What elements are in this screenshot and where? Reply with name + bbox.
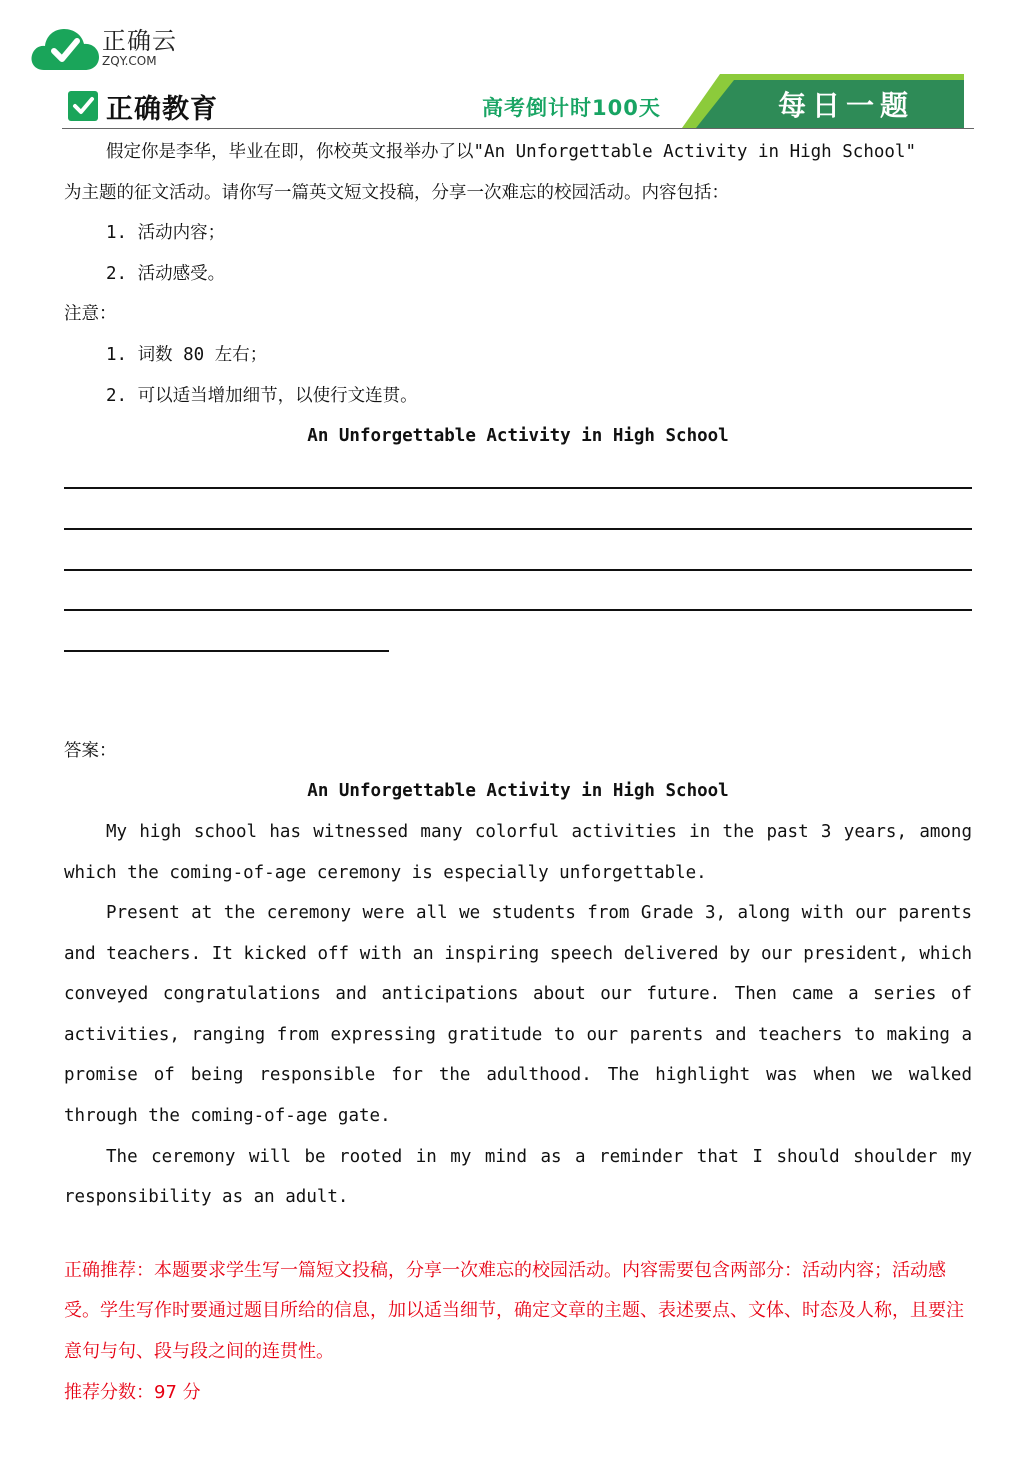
brand-name: 正确教育 <box>106 93 218 125</box>
banner-label: 每日一题 <box>778 89 915 122</box>
answer-paragraph: Present at the ceremony were all we students from Grade 3, along with our parents and teachers. It kicked off with an inspiring speech delivered by our president, which conveyed congratulations and anticipations about our future. Then came a series of activities, ranging from expressing gratitude to our parents and teachers to making a promise of being responsible for the adulthood. The highlight was when we walked through the coming-of-age gate. <box>64 903 972 1127</box>
answer-paragraph: My high school has witnessed many colorful activities in the past 3 years, among which the coming-of-age ceremony is especially unforgettable. <box>64 821 972 883</box>
exam-countdown: 高考倒计时100天 <box>482 96 661 120</box>
answer-label: 答案： <box>64 740 117 761</box>
writing-line <box>64 619 972 660</box>
recommendation-text: 正确推荐：本题要求学生写一篇短文投稿，分享一次难忘的校园活动。内容需要包含两部分：活动内容；活动感受。学生写作时要通过题目所给的信息，加以适当细节，确定文章的主题、表述要点、文体、时态及人称，且要注意句与句、段与段之间的连贯性。 <box>64 1259 964 1363</box>
writing-line <box>64 579 972 620</box>
document-body <box>64 132 972 1413</box>
essay-title: An Unforgettable Activity in High School <box>307 426 729 447</box>
notice-item: 1. 词数 80 左右； <box>106 344 268 365</box>
recommended-score: 推荐分数：97 分 <box>64 1381 201 1403</box>
content-item: 2. 活动感受。 <box>106 263 226 284</box>
writing-line <box>64 497 972 538</box>
cloud-logo-text <box>102 28 177 68</box>
cloud-logo-cn: 正确云 <box>102 27 177 55</box>
answer-paragraph: The ceremony will be rooted in my mind as a reminder that I should shoulder my responsibility as an adult. <box>64 1146 972 1208</box>
question-intro-line2: 为主题的征文活动。请你写一篇英文短文投稿，分享一次难忘的校园活动。内容包括： <box>64 182 729 203</box>
question-intro-line1: 假定你是李华，毕业在即，你校英文报举办了以"An Unforgettable Activity in High School" <box>106 142 917 162</box>
cloud-check-icon <box>30 24 100 74</box>
notice-label: 注意： <box>64 304 117 325</box>
cloud-logo-en: ZQY.COM <box>102 54 157 68</box>
writing-line <box>64 457 972 498</box>
brand <box>68 86 218 126</box>
header-divider <box>62 128 974 129</box>
writing-line <box>64 538 972 579</box>
answer-title: An Unforgettable Activity in High School <box>307 781 729 802</box>
notice-item: 2. 可以适当增加细节，以使行文连贯。 <box>106 385 418 406</box>
check-box-icon <box>68 91 98 121</box>
content-item: 1. 活动内容； <box>106 223 226 244</box>
